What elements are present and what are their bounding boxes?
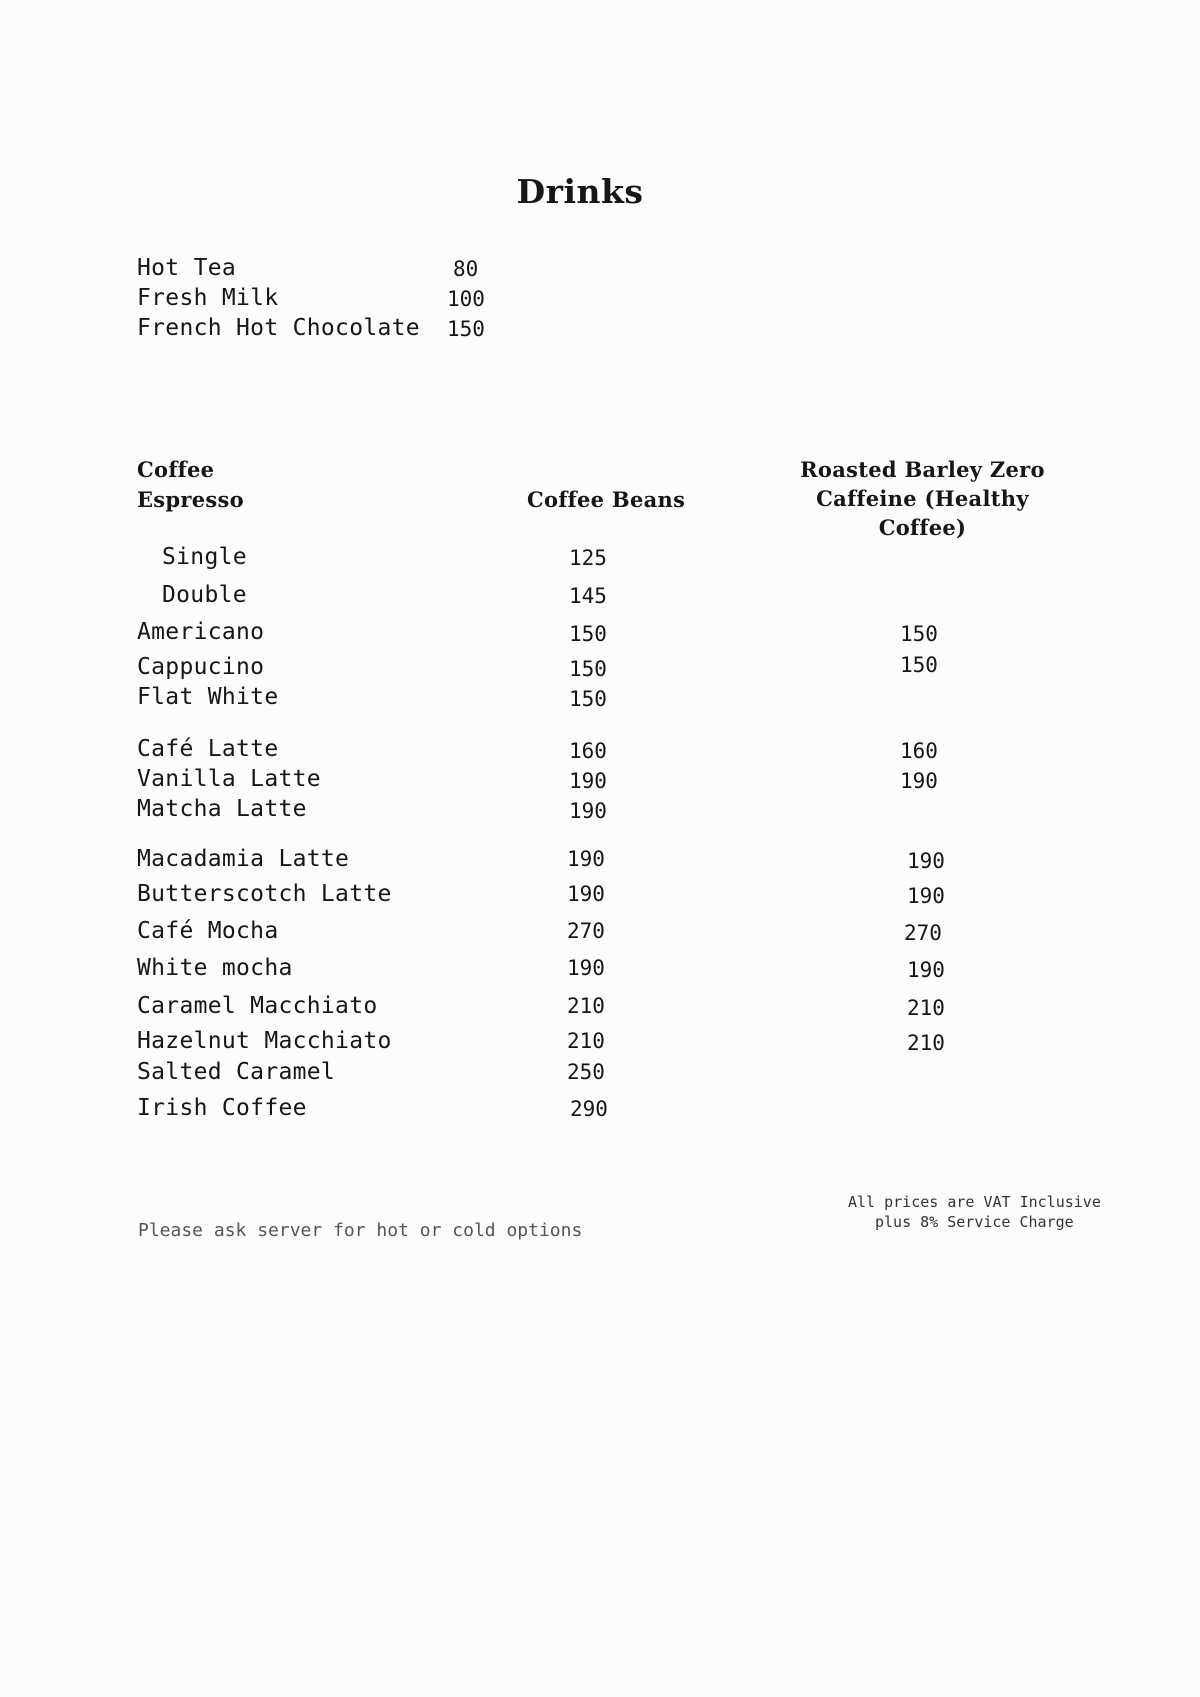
coffee-item-name: Café Mocha	[137, 918, 279, 944]
coffee-beans-price: 190	[567, 882, 605, 906]
drink-name: French Hot Chocolate	[137, 315, 420, 341]
drink-price: 80	[453, 257, 479, 281]
drink-name: Fresh Milk	[137, 285, 279, 311]
barley-column-header-line: Coffee)	[878, 515, 967, 540]
barley-price: 150	[900, 622, 938, 646]
coffee-item-name: Americano	[137, 619, 265, 645]
coffee-item-name: Matcha Latte	[137, 796, 307, 822]
coffee-item-name: Single	[162, 544, 247, 570]
drink-price: 150	[447, 317, 485, 341]
coffee-item-name: Vanilla Latte	[137, 766, 321, 792]
barley-price: 190	[907, 849, 945, 873]
coffee-item-name: Double	[162, 582, 247, 608]
vat-note-line: All prices are VAT Inclusive	[848, 1193, 1101, 1211]
coffee-item-name: Irish Coffee	[137, 1095, 307, 1121]
vat-note-line: plus 8% Service Charge	[875, 1213, 1074, 1231]
coffee-beans-price: 270	[567, 919, 605, 943]
coffee-beans-price: 250	[567, 1060, 605, 1084]
coffee-beans-price: 190	[569, 769, 607, 793]
barley-price: 190	[907, 958, 945, 982]
barley-price: 190	[900, 769, 938, 793]
drink-price: 100	[447, 287, 485, 311]
coffee-beans-price: 150	[569, 687, 607, 711]
coffee-item-name: Café Latte	[137, 736, 279, 762]
barley-price: 190	[907, 884, 945, 908]
coffee-beans-price: 190	[567, 847, 605, 871]
coffee-item-name: Salted Caramel	[137, 1059, 336, 1085]
hot-cold-options-note: Please ask server for hot or cold options	[138, 1220, 583, 1241]
coffee-beans-price: 150	[569, 657, 607, 681]
coffee-beans-price: 150	[569, 622, 607, 646]
espresso-heading: Espresso	[137, 487, 244, 512]
barley-price: 150	[900, 653, 938, 677]
coffee-item-name: White mocha	[137, 955, 293, 981]
coffee-item-name: Cappucino	[137, 654, 265, 680]
drink-name: Hot Tea	[137, 255, 237, 281]
coffee-beans-price: 125	[569, 546, 607, 570]
barley-column-header-line: Roasted Barley Zero	[800, 457, 1045, 482]
barley-price: 160	[900, 739, 938, 763]
coffee-beans-price: 190	[567, 956, 605, 980]
coffee-beans-price: 145	[569, 584, 607, 608]
coffee-item-name: Caramel Macchiato	[137, 993, 378, 1019]
coffee-beans-price: 210	[567, 994, 605, 1018]
coffee-beans-column-header: Coffee Beans	[527, 487, 686, 512]
barley-column-header-line: Caffeine (Healthy	[816, 486, 1029, 511]
coffee-item-name: Macadamia Latte	[137, 846, 350, 872]
coffee-beans-price: 210	[567, 1029, 605, 1053]
coffee-item-name: Butterscotch Latte	[137, 881, 392, 907]
coffee-item-name: Hazelnut Macchiato	[137, 1028, 392, 1054]
barley-price: 210	[907, 1031, 945, 1055]
coffee-heading: Coffee	[137, 457, 215, 482]
coffee-item-name: Flat White	[137, 684, 279, 710]
barley-price: 270	[904, 921, 942, 945]
coffee-beans-price: 160	[569, 739, 607, 763]
page-title: Drinks	[516, 172, 644, 211]
barley-price: 210	[907, 996, 945, 1020]
coffee-beans-price: 190	[569, 799, 607, 823]
coffee-beans-price: 290	[570, 1097, 608, 1121]
